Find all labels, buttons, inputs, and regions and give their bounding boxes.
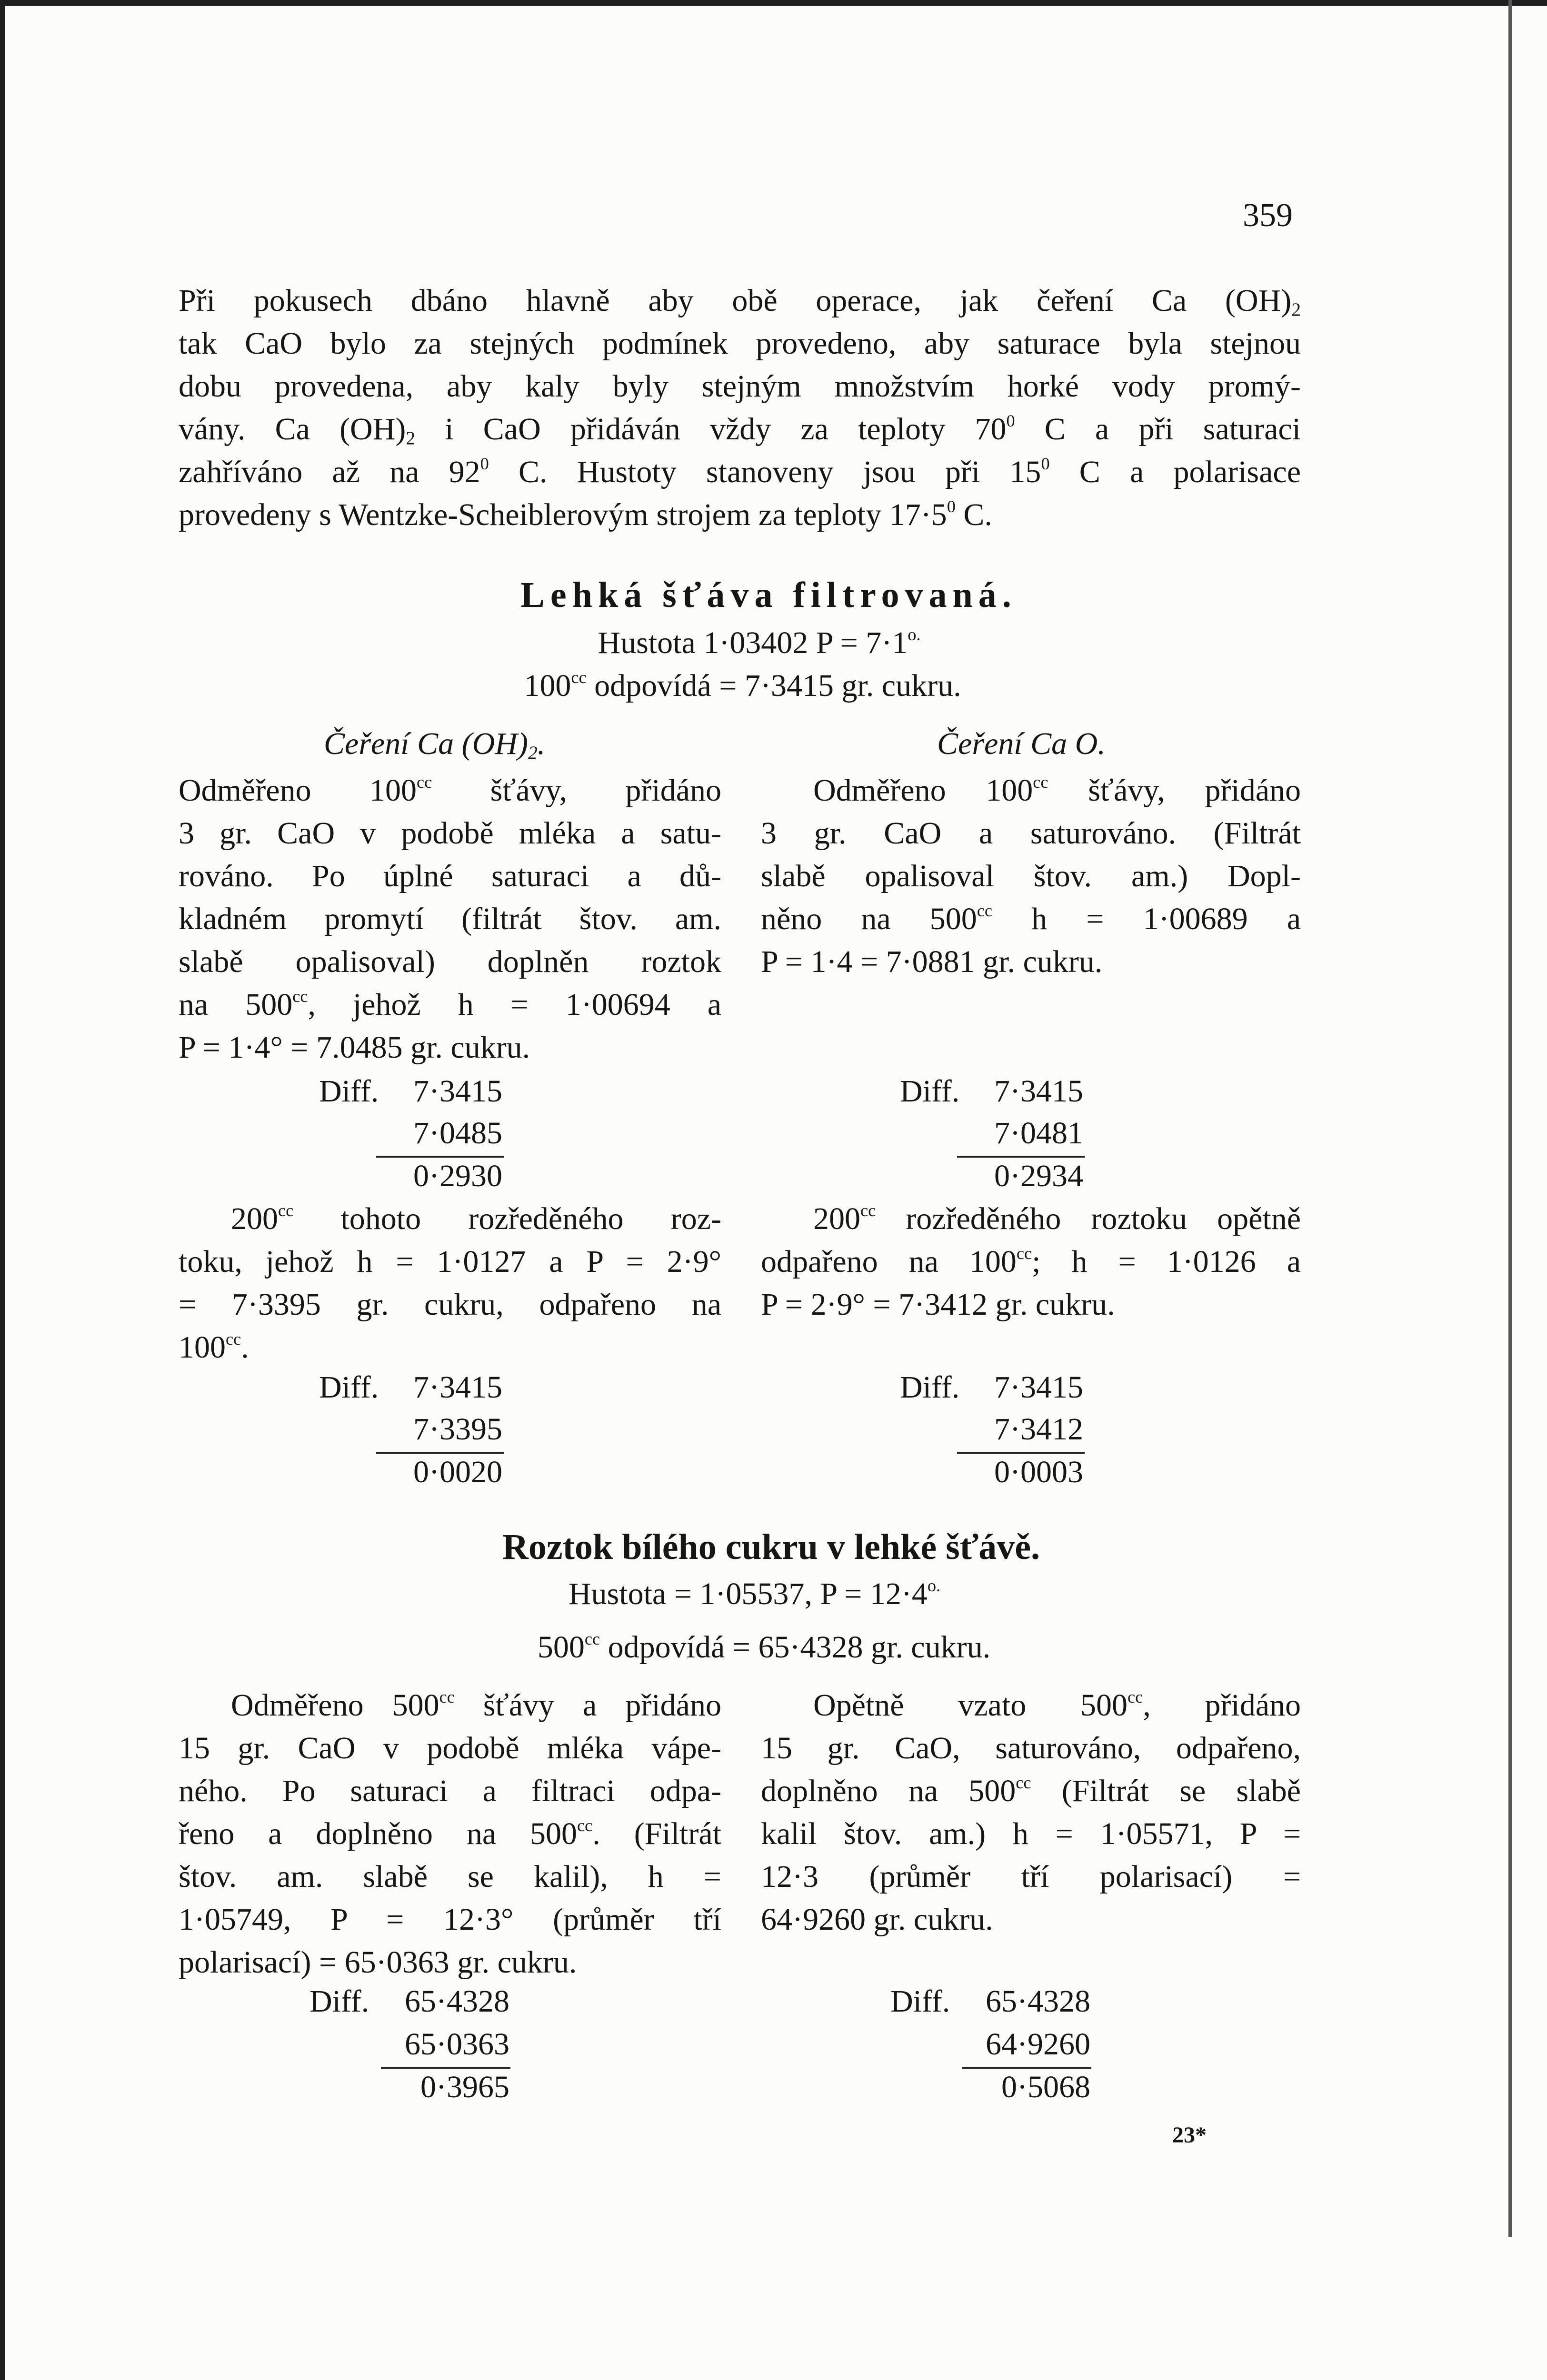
s1-left-paragraph — [179, 769, 721, 1069]
s2-right-diff-label: Diff. — [890, 1984, 950, 2019]
s1-left-p2-line-3: = 7·3395 gr. cukru, odpařeno na — [179, 1287, 721, 1322]
s1-left-line-2: 3 gr. CaO v podobě mléka a satu- — [179, 816, 721, 851]
s1-left-diff1-a: 7·3415 — [413, 1074, 502, 1109]
s1-left-line-1: Odměřeno $100^{cc}$ šťávy, přidáno — [179, 772, 721, 808]
section1-hustota: Hustota 1·03402 $P = 7\cdot 1^{o.}$ — [598, 625, 921, 660]
s1-right-diff1-b: 7·0481 — [994, 1116, 1083, 1150]
section1-odpovida: $100^{cc}$ odpovídá = 7·3415 gr. cukru. — [524, 667, 961, 703]
section2-odpovida: $500^{cc}$ odpovídá = 65·4328 gr. cukru. — [537, 1629, 991, 1665]
s1-right-paragraph — [761, 769, 1301, 983]
s2-left-line-7: polarisací) = 65·0363 gr. cukru. — [179, 1945, 577, 1980]
s2-left-line-4: řeno a doplněno na $500^{cc}$. (Filtrát — [179, 1815, 721, 1851]
s1-right-p2-line-2: odpařeno na $100^{cc}$; h = 1·0126 a — [761, 1243, 1301, 1279]
s1-right-diff2-rule — [957, 1452, 1085, 1454]
s2-left-line-6: 1·05749, P = 12·3° (průměr tří — [179, 1902, 721, 1937]
s1-right-line-3: slabě opalisoval štov. am.) Dopl- — [761, 859, 1301, 893]
s1-left-diff2-result: 0·0020 — [413, 1455, 502, 1489]
intro-line-3: dobu provedena, aby kaly byly stejným množstvím horké vody promý- — [179, 369, 1301, 404]
s1-left-diff2-label: Diff. — [319, 1370, 379, 1405]
s1-right-diff1-a: 7·3415 — [994, 1074, 1083, 1109]
s1-left-p2-line-4: $100^{cc}$. — [179, 1329, 249, 1365]
s2-right-diff-rule — [962, 2067, 1091, 2069]
s1-right-diff2-result: 0·0003 — [994, 1455, 1083, 1489]
s1-left-line-3: rováno. Po úplné saturaci a dů- — [179, 859, 721, 893]
s1-left-p2-line-1: $200^{cc}$ tohoto rozředěného roz- — [231, 1200, 721, 1236]
s2-left-diff-a: 65·4328 — [405, 1984, 509, 2019]
s2-right-line-3: doplněno na $500^{cc}$ (Filtrát se slabě — [761, 1773, 1301, 1808]
s2-left-line-3: ného. Po saturaci a filtraci odpa- — [179, 1774, 721, 1808]
s2-left-line-5: štov. am. slabě se kalil), h = — [179, 1859, 721, 1894]
s1-left-diff2-b: 7·3395 — [413, 1412, 502, 1447]
s2-left-diff-b: 65·0363 — [405, 2027, 509, 2062]
s2-left-paragraph — [179, 1684, 721, 1984]
s1-right-p2-line-3: P = 2·9° = 7·3412 gr. cukru. — [761, 1287, 1115, 1322]
intro-line-4: vány. Ca $(OH)_2$ i CaO přidáván vždy za teploty $70^0$ C a při saturaci — [179, 411, 1301, 448]
s1-left-paragraph2 — [179, 1198, 721, 1369]
s2-left-diff-rule — [381, 2067, 510, 2069]
s1-right-diff2-a: 7·3415 — [994, 1370, 1083, 1405]
section2-heading: Roztok bílého cukru v lehké šťávě. — [502, 1527, 1040, 1567]
s1-right-diff2-b: 7·3412 — [994, 1412, 1083, 1447]
s1-left-title: Čeření Ca $(OH)_2$. — [324, 726, 546, 763]
s1-left-diff2-a: 7·3415 — [413, 1370, 502, 1405]
s1-left-diff1-rule — [376, 1156, 504, 1158]
s1-left-diff2-rule — [376, 1452, 504, 1454]
signature-mark: 23* — [1172, 2122, 1207, 2148]
s2-right-line-4: kalil štov. am.) h = 1·05571, P = — [761, 1816, 1301, 1851]
s2-right-paragraph — [761, 1684, 1301, 1941]
s1-right-diff1-rule — [957, 1156, 1085, 1158]
s2-right-line-1: Opětně vzato $500^{cc}$, přidáno — [813, 1687, 1301, 1723]
section2-hustota: Hustota = 1·05537, $P = 12\cdot 4^{o.}$ — [568, 1576, 941, 1611]
intro-paragraph — [179, 279, 1301, 536]
page-number: 359 — [1243, 197, 1293, 234]
intro-line-5: zahříváno až na $92^0$ C. Hustoty stanoveny jsou při $15^0$ C a polarisace — [179, 454, 1301, 489]
s1-left-diff1-result: 0·2930 — [413, 1159, 502, 1193]
s2-right-diff-result: 0·5068 — [1001, 2070, 1090, 2104]
s1-right-diff1-result: 0·2934 — [994, 1159, 1083, 1193]
s1-right-line-2: 3 gr. CaO a saturováno. (Filtrát — [761, 816, 1301, 851]
s1-right-line-5: P = 1·4 = 7·0881 gr. cukru. — [761, 944, 1103, 979]
s2-right-line-2: 15 gr. CaO, saturováno, odpařeno, — [761, 1731, 1301, 1765]
intro-line-1: Při pokusech dbáno hlavně aby obě operace, jak čeření Ca $(OH)_2$ — [179, 283, 1301, 320]
s1-left-line-7: P = 1·4° = 7.0485 gr. cukru. — [179, 1030, 530, 1065]
s1-left-line-5: slabě opalisoval) doplněn roztok — [179, 944, 721, 979]
s1-left-diff1-b: 7·0485 — [413, 1116, 502, 1150]
s2-left-diff-label: Diff. — [309, 1984, 369, 2019]
s1-right-diff1-label: Diff. — [900, 1074, 960, 1109]
s1-right-paragraph2 — [761, 1198, 1301, 1326]
s2-right-diff-b: 64·9260 — [986, 2027, 1090, 2062]
s2-left-line-2: 15 gr. CaO v podobě mléka vápe- — [179, 1731, 721, 1765]
s1-right-diff2-label: Diff. — [900, 1370, 960, 1405]
s1-left-diff1-label: Diff. — [319, 1074, 379, 1109]
s2-left-line-1: Odměřeno $500^{cc}$ šťávy a přidáno — [231, 1687, 721, 1723]
s1-right-title: Čeření Ca O. — [937, 726, 1106, 761]
intro-line-2: tak CaO bylo za stejných podmínek provedeno, aby saturace byla stejnou — [179, 326, 1301, 361]
s1-left-line-6: na $500^{cc}$, jehož h = 1·00694 a — [179, 986, 721, 1022]
s2-left-diff-result: 0·3965 — [420, 2070, 509, 2104]
s1-left-p2-line-2: toku, jehož h = 1·0127 a P = 2·9° — [179, 1244, 721, 1279]
s1-right-line-1: Odměřeno $100^{cc}$ šťávy, přidáno — [813, 772, 1301, 808]
s1-left-line-4: kladném promytí (filtrát štov. am. — [179, 902, 721, 936]
s2-right-diff-a: 65·4328 — [986, 1984, 1090, 2019]
section1-heading: Lehká šťáva filtrovaná. — [520, 575, 1017, 615]
s2-right-line-5: 12·3 (průměr tří polarisací) = — [761, 1859, 1301, 1894]
intro-line-6: provedeny s Wentzke-Scheiblerovým strojem za teploty $17\cdot 5^0$ C. — [179, 496, 992, 532]
s1-right-line-4: něno na $500^{cc}$ h = 1·00689 a — [761, 901, 1301, 936]
s2-right-line-6: 64·9260 gr. cukru. — [761, 1902, 993, 1937]
s1-right-p2-line-1: $200^{cc}$ rozředěného roztoku opětně — [813, 1200, 1301, 1236]
